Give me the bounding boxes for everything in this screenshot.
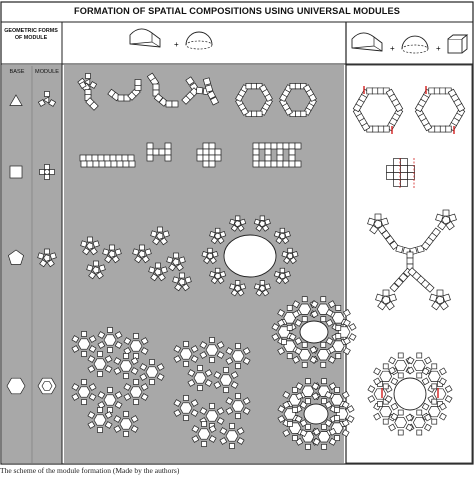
half-cylinder-icon [352,33,382,51]
base-column-label: BASE [9,69,25,75]
hemisphere-icon [402,36,428,53]
figure-title: FORMATION OF SPATIAL COMPOSITIONS USING UNIVERSAL MODULES [74,6,400,16]
plus-sign: + [174,40,179,49]
cross-line [80,155,134,161]
cube-icon [448,35,467,53]
module-column-panel [32,65,62,463]
header-icons-left [130,29,212,49]
cross-line-b [81,161,135,167]
half-cylinder-icon [130,29,160,47]
plus-sign: + [390,44,395,53]
square-icon [10,166,22,178]
geometric-forms-label: GEOMETRIC FORMS OF MODULE [4,28,58,41]
plus-sign: + [436,44,441,53]
hemisphere-icon [186,32,212,49]
module-column-label: MODULE [35,69,59,75]
header-icons-right [352,33,467,53]
figure-caption: The scheme of the module formation (Made by the authors) [0,466,180,475]
